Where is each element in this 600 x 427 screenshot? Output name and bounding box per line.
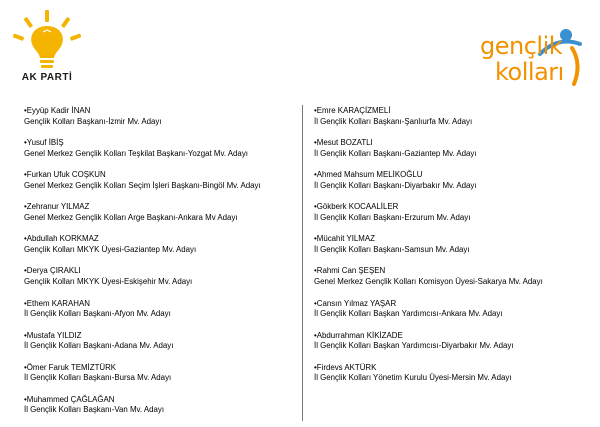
list-item — [314, 106, 600, 127]
candidate-name: •Emre KARAÇİZMELİ — [314, 106, 391, 115]
list-item — [24, 138, 314, 159]
list-item — [24, 331, 314, 352]
list-item — [314, 266, 600, 287]
list-item — [314, 234, 600, 255]
candidate-name: •Furkan Ufuk COŞKUN — [24, 170, 106, 180]
candidate-role: Gençlik Kolları Başkanı-İzmir Mv. Adayı — [24, 116, 162, 126]
candidate-name: •Ahmed Mahsum MELİKOĞLU — [314, 170, 423, 180]
list-item — [314, 331, 600, 352]
candidate-name: •Eyyüp Kadir İNAN — [24, 106, 91, 115]
list-item — [24, 299, 314, 320]
candidate-role: İl Gençlik Kolları Başkanı-Diyarbakır Mv. Adayı — [314, 180, 477, 190]
candidate-name: •Cansın Yılmaz YAŞAR — [314, 298, 397, 308]
candidate-role: Genel Merkez Gençlik Kolları Seçim İşleri Başkanı-Bingöl Mv. Adayı — [24, 180, 261, 190]
candidate-role: İl Gençlik Kolları Başkanı-Samsun Mv. Adayı — [314, 244, 470, 254]
candidate-name: •Gökberk KOCAALİLER — [314, 202, 399, 212]
lightbulb-icon — [12, 8, 82, 72]
candidate-role: Gençlik Kolları MKYK Üyesi-Gaziantep Mv. Adayı — [24, 244, 197, 254]
list-item — [24, 266, 314, 287]
candidate-list-left — [24, 106, 314, 427]
candidate-role: İl Gençlik Kolları Başkanı-Van Mv. Adayı — [24, 405, 165, 415]
candidate-role: Genel Merkez Gençlik Kolları Komisyon Üyesi-Sakarya Mv. Adayı — [314, 276, 543, 286]
candidate-name: •Abdullah KORKMAZ — [24, 234, 99, 244]
list-item — [24, 363, 314, 384]
list-item — [24, 395, 314, 416]
candidate-list-right — [314, 106, 600, 395]
candidate-name: •Derya ÇIRAKLI — [24, 266, 81, 276]
candidate-name: •Mücahit YILMAZ — [314, 234, 375, 244]
logo-line-genclik: gençlik — [480, 32, 563, 60]
list-item — [314, 299, 600, 320]
candidate-name: •Rahmi Can ŞEŞEN — [314, 266, 386, 276]
candidate-role: İl Gençlik Kolları Başkanı-Bursa Mv. Adayı — [24, 373, 172, 383]
candidate-name: •Ömer Faruk TEMİZTÜRK — [24, 362, 117, 372]
list-item — [24, 234, 314, 255]
candidate-role: İl Gençlik Kolları Yönetim Kurulu Üyesi-Mersin Mv. Adayı — [314, 373, 512, 383]
candidate-role: Gençlik Kolları MKYK Üyesi-Eskişehir Mv. Adayı — [24, 276, 193, 286]
candidate-role: Genel Merkez Gençlik Kolları Teşkilat Başkanı-Yozgat Mv. Adayı — [24, 148, 248, 158]
ak-parti-logo-text: AK PARTİ — [21, 72, 73, 83]
list-item — [24, 170, 314, 191]
logo-line-kollari: kolları — [495, 58, 564, 86]
ak-parti-logo — [12, 8, 82, 90]
candidate-name: •Abdurrahman KİKİZADE — [314, 330, 403, 340]
candidate-name: •Firdevs AKTÜRK — [314, 362, 377, 372]
list-item — [314, 170, 600, 191]
candidate-role: İl Gençlik Kolları Başkanı-Afyon Mv. Adayı — [24, 309, 171, 319]
candidate-role: İl Gençlik Kolları Başkanı-Adana Mv. Adayı — [24, 341, 174, 351]
list-item — [24, 106, 314, 127]
candidate-role: İl Gençlik Kolları Başkan Yardımcısı-Ankara Mv. Adayı — [314, 309, 503, 319]
candidate-name: •Muhammed ÇAĞLAĞAN — [24, 394, 115, 404]
candidate-role: İl Gençlik Kolları Başkanı-Şanlıurfa Mv. Adayı — [314, 116, 473, 126]
candidate-role: İl Gençlik Kolları Başkanı-Gaziantep Mv. Adayı — [314, 148, 477, 158]
candidate-name: •Zehranur YILMAZ — [24, 202, 90, 212]
candidate-role: İl Gençlik Kolları Başkanı-Erzurum Mv. Adayı — [314, 212, 471, 222]
list-item — [24, 202, 314, 223]
candidate-name: •Mesut BOZATLI — [314, 138, 373, 148]
list-item — [314, 202, 600, 223]
candidate-role: İl Gençlik Kolları Başkan Yardımcısı-Diyarbakır Mv. Adayı — [314, 341, 514, 351]
candidate-name: •Yusuf İBİŞ — [24, 138, 64, 148]
candidate-name: •Ethem KARAHAN — [24, 298, 90, 308]
list-item — [314, 363, 600, 384]
candidate-role: Genel Merkez Gençlik Kolları Arge Başkanı-Ankara Mv Adayı — [24, 212, 238, 222]
candidate-name: •Mustafa YILDIZ — [24, 330, 82, 340]
genclik-kollari-logo — [462, 24, 592, 94]
list-item — [314, 138, 600, 159]
